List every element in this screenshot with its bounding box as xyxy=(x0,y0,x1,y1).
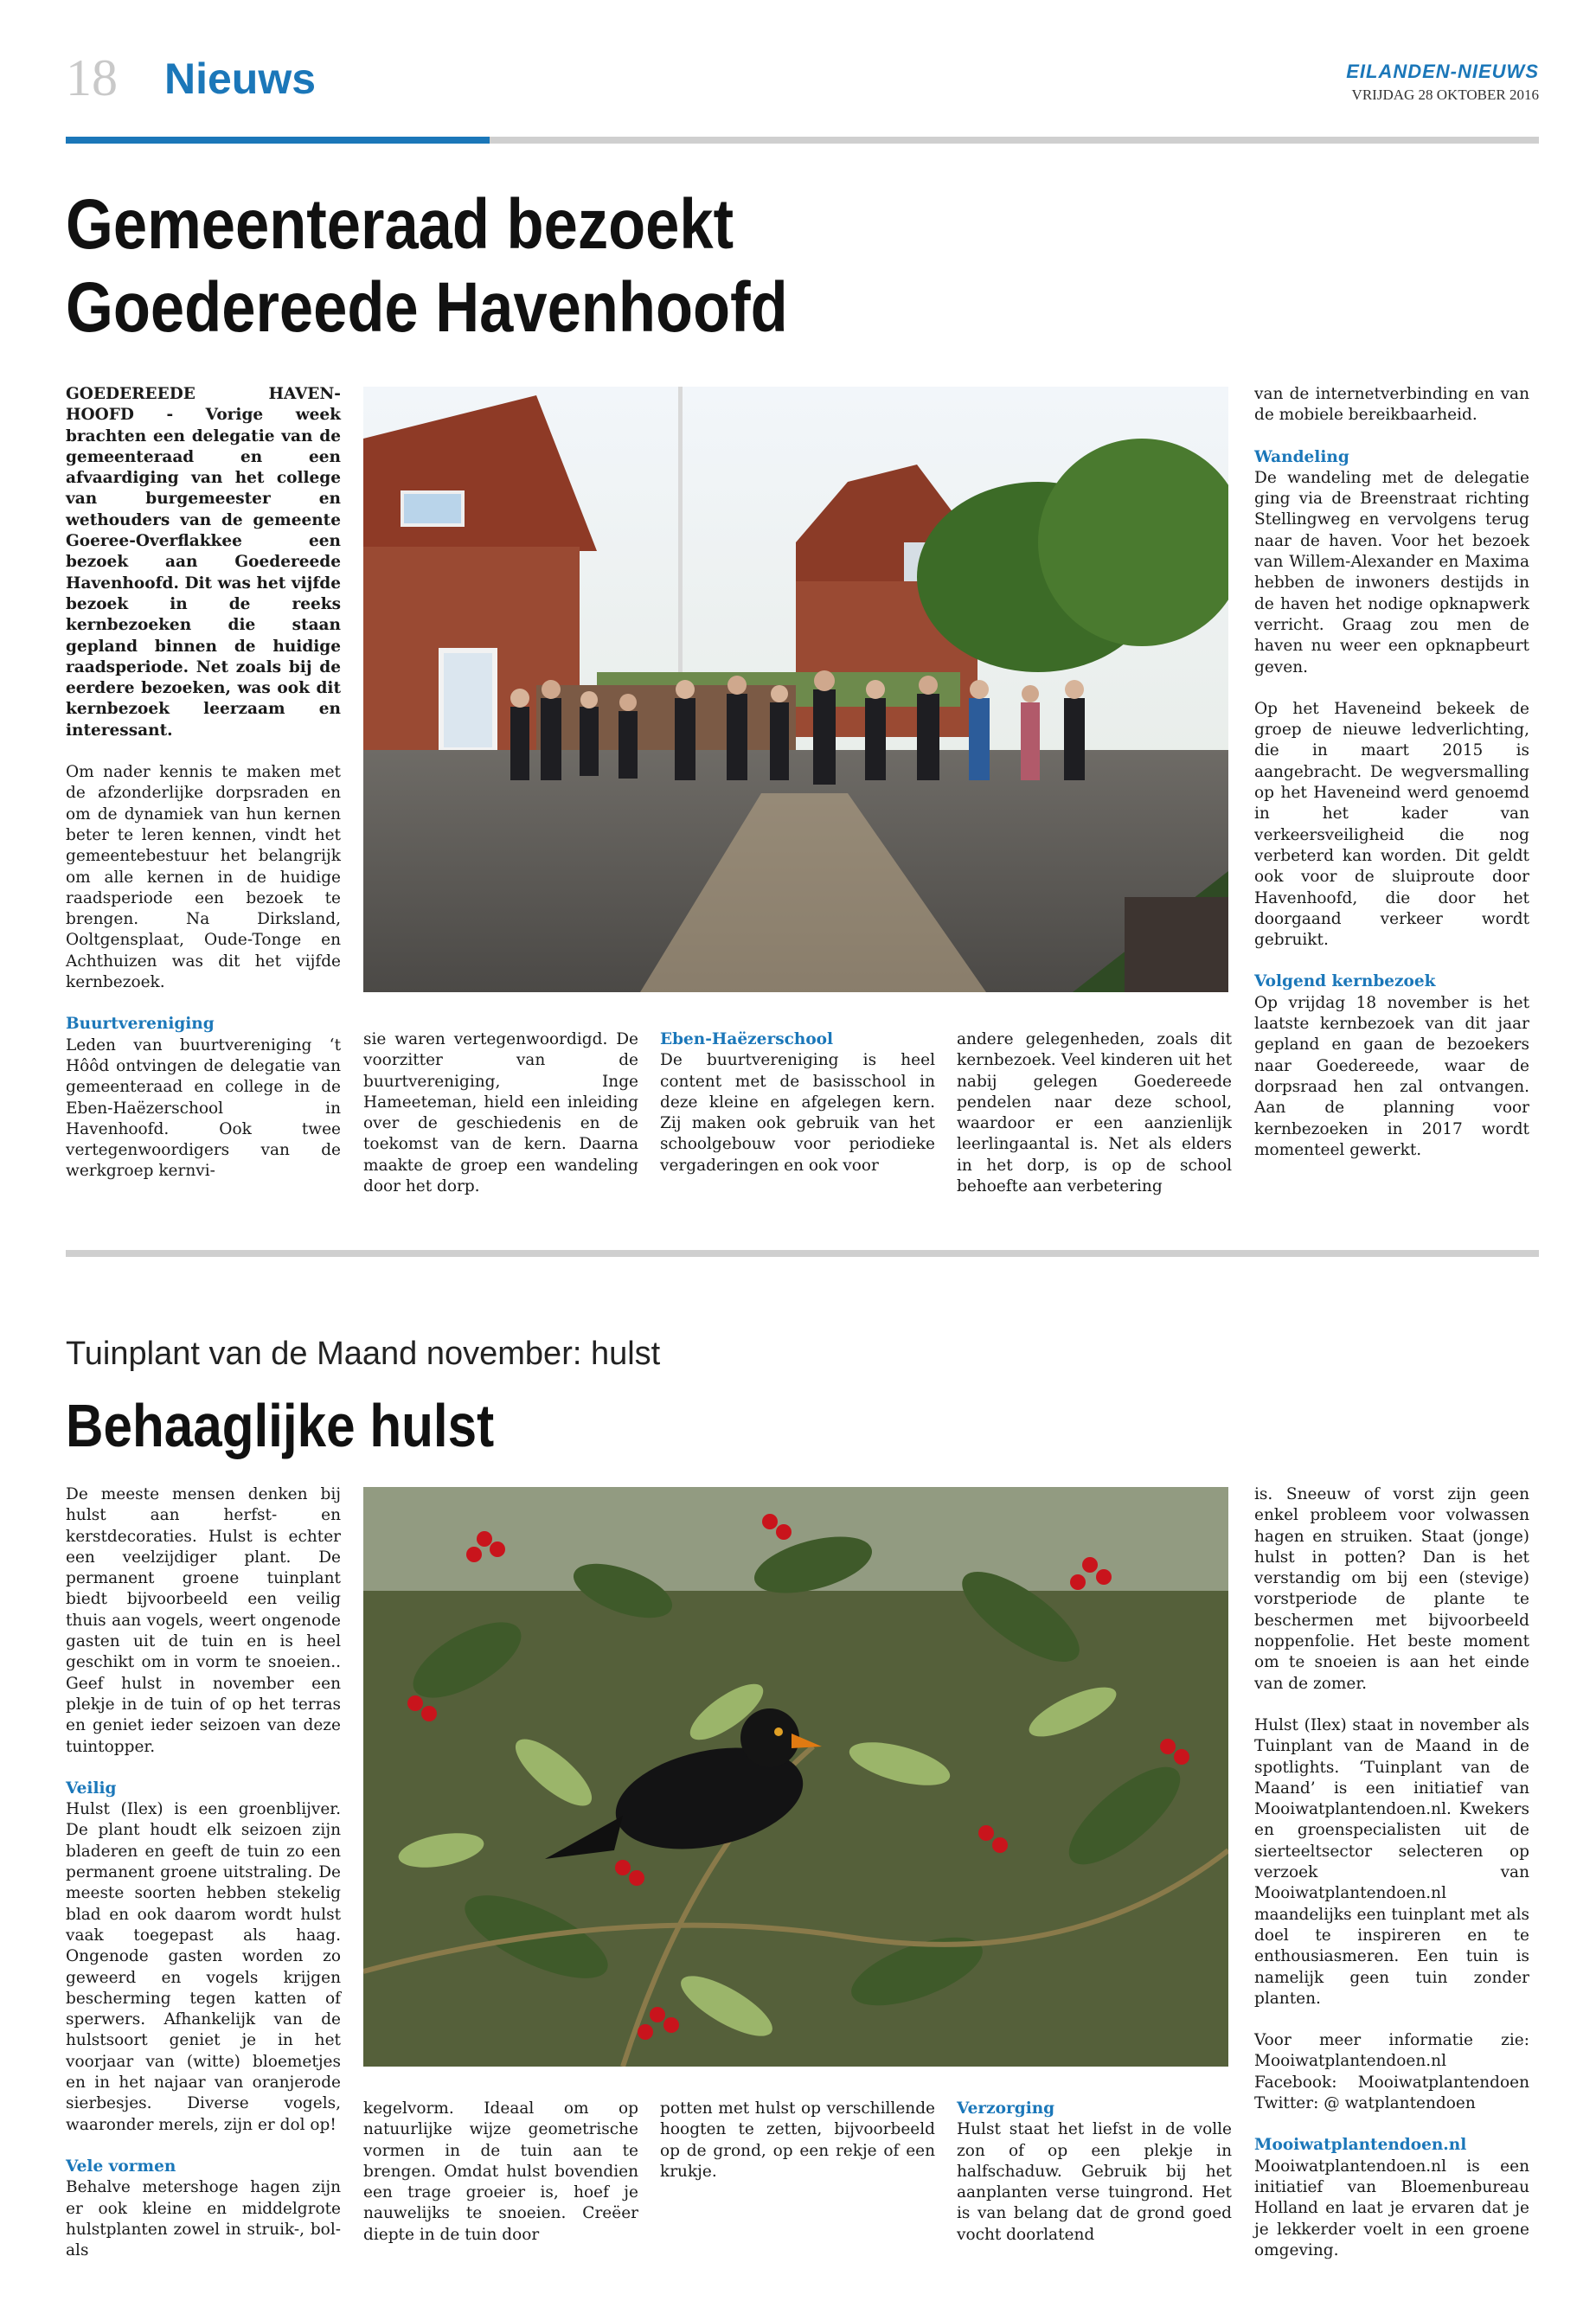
article2-kicker: Tuinplant van de Maand november: hulst xyxy=(66,1336,661,1372)
article1-column-5 xyxy=(1254,384,1529,1161)
article1-paragraph: De wandeling met de delegatie ging via de Breenstraat richting Stellingweg en vervolgens terug naar de haven. Voor het bezoek van Willem-Alexander en Maxima hebben de inwoners destijds in de haven het nodige opknapwerk verricht. Graag zou men de haven nu weer een opknapbeurt geven. xyxy=(1254,468,1529,676)
article2-column-3 xyxy=(660,2099,935,2182)
article2-paragraph: is. Sneeuw of vorst zijn geen enkel probleem voor volwassen hagen en struiken. Staat (jonge) hulst in potten? Dan is het verstandig om bij een (stevige) vorstperiode de plante te beschermen met bijvoorbeeld noppenfolie. Het beste moment om te snoeien is aan het einde van de zomer. xyxy=(1254,1485,1529,1693)
article1-paragraph: sie waren vertegenwoordigd. De voorzitter van de buurtvereniging, Inge Hameeteman, hield een inleiding over de geschiedenis en de toekomst van de kern. Daarna maakte de groep een wandeling door het dorp. xyxy=(363,1030,638,1196)
section-title: Nieuws xyxy=(164,54,317,103)
page-number: 18 xyxy=(66,49,118,106)
subheading-mooiwatplantendoen: Mooiwatplantendoen.nl xyxy=(1254,2136,1467,2155)
article1-column-3 xyxy=(660,1029,935,1176)
article2-paragraph: Hulst staat het liefst in de volle zon of op een plekje in halfschaduw. Gebruik bij het aanplanten verse tuingrond. Het is van belang dat de grond goed vocht doorlatend xyxy=(957,2120,1232,2244)
article1-paragraph: Leden van buurtvereniging ‘t Hôôd ontvingen de delegatie van gemeenteraad en college in de Eben-Haëzerschool in Havenhoofd. Ook twee vertegenwoordigers van de werkgroep kernvi- xyxy=(66,1035,341,1181)
subheading-verzorging: Verzorging xyxy=(957,2099,1055,2118)
subheading-volgend-kernbezoek: Volgend kernbezoek xyxy=(1254,972,1436,991)
article2-paragraph: Behalve metershoge hagen zijn er ook kleine en middelgrote hulstplanten zowel in struik-, bol- als xyxy=(66,2178,341,2260)
subheading-wandeling: Wandeling xyxy=(1254,447,1349,466)
header-rule xyxy=(490,137,1539,144)
article2-column-5 xyxy=(1254,1484,1529,2261)
article1-paragraph: andere gelegenheden, zoals dit kernbezoek. Veel kinderen uit het nabij gelegen Goedereede pendelen naar deze school, waardoor er een aanzienlijk leerlingaantal is. Net als elders in het dorp, is op de school behoefte aan verbetering xyxy=(957,1030,1232,1196)
publication-logo: EILANDEN-NIEUWS xyxy=(1346,61,1539,82)
article1-column-4 xyxy=(957,1029,1232,1197)
article1-paragraph: Op het Haveneind bekeek de groep de nieuwe ledverlichting, die in maart 2015 is aangebracht. De wegversmalling op het Haveneind werd genoemd in het kader van verkeersveiligheid die nog verbeterd kan worden. Dit geldt ook voor de sluiproute door Havenhoofd, die door het doorgaand verkeer wordt gebruikt. xyxy=(1254,699,1529,950)
article2-paragraph: potten met hulst op verschillende hoogten te zetten, bijvoorbeeld op de grond, op een rekje of een krukje. xyxy=(660,2099,935,2181)
article2-paragraph: kegelvorm. Ideaal om op natuurlijke wijze geometrische vormen in de tuin aan te brengen. Omdat hulst bovendien een trage groeier is, hoef je nauwelijks te snoeien. Creëer diepte in de tuin door xyxy=(363,2099,638,2244)
subheading-buurtvereniging: Buurtvereniging xyxy=(66,1015,215,1034)
article2-paragraph: De meeste mensen denken bij hulst aan herfst- en kerstdecoraties. Hulst is echter een veelzijdiger plant. De permanent groene tuinplant biedt bijvoorbeeld een veilig thuis aan vogels, weert ongenode gasten uit de tuin en is heel geschikt om in vorm te snoeien.. Geef hulst in november een plekje in de tuin of op het terras en geniet ieder seizoen van deze tuintopper. xyxy=(66,1485,341,1756)
article1-paragraph: De buurtvereniging is heel content met de basisschool in deze kleine en afgelegen kern. Zij maken ook gebruik van het schoolgebouw voor periodieke vergaderingen en ook voor xyxy=(660,1051,935,1175)
article2-paragraph: Hulst (Ilex) is een groenblijver. De plant houdt elk seizoen zijn bladeren en geeft de tuin zo een permanent groene uitstraling. De meeste soorten hebben stekelig blad en ook daarom wordt hulst vaak toegepast als haag. Ongenode gasten worden zo geweerd en vogels krijgen bescherming tegen katten of sperwers. Afhankelijk van de hulstsoort geniet je in het voorjaar van (witte) bloemetjes en in het najaar van oranjerode sierbesjes. Diverse vogels, waaronder merels, zijn er dol op! xyxy=(66,1800,341,2134)
article2-column-1 xyxy=(66,1484,341,2261)
article1-paragraph: van de internetverbinding en van de mobiele bereikbaarheid. xyxy=(1254,385,1529,425)
article2-paragraph: Mooiwatplantendoen.nl is een initiatief van Bloemenbureau Holland en laat je ervaren dat je je lekkerder voelt in een groene omgeving. xyxy=(1254,2157,1529,2259)
article1-paragraph: Om nader kennis te maken met de afzonderlijke dorpsraden en om de dynamiek van hun kernen beter te leren kennen, vindt het gemeentebestuur het belangrijk om alle kernen in de huidige raadsperiode een bezoek te brengen. Na Dirksland, Ooltgensplaat, Oude-Tonge en Achthuizen was dit het vijfde kernbezoek. xyxy=(66,763,341,992)
subheading-eben-haezerschool: Eben-Haëzerschool xyxy=(660,1030,834,1048)
article1-paragraph: Op vrijdag 18 november is het laatste kernbezoek van dit jaar gepland en gaan de bezoekers naar Goedereede, waar de dorpsraad hen zal ontvangen. Aan de planning voor kernbezoeken in 2017 wordt momenteel gewerkt. xyxy=(1254,993,1529,1159)
subheading-veilig: Veilig xyxy=(66,1779,117,1798)
article2-column-2 xyxy=(363,2099,638,2246)
article2-column-4 xyxy=(957,2099,1232,2246)
article2-paragraph: Hulst (Ilex) staat in november als Tuinplant van de Maand in de spotlights. ‘Tuinplant van de Maand’ is een initiatief van Mooiwatplantendoen.nl. Kwekers en groenspecialisten uit de sierteeltsector selecteren op verzoek van Mooiwatplantendoen.nl maandelijks een tuinplant met als doel te inspireren en te enthousiasmeren. Een tuin is namelijk geen tuin zonder planten. xyxy=(1254,1715,1529,2008)
header-rule-accent xyxy=(66,137,490,144)
photo-delegation-group xyxy=(363,387,1228,992)
article1-lead: GOEDEREEDE HAVEN-HOOFD - Vorige week brachten een delegatie van de gemeenteraad en een afvaardiging van het college van burgemeester en wethouders van de gemeente Goeree-Overflakkee een bezoek aan Goedereede Havenhoofd. Dit was het vijfde bezoek in de reeks kernbezoeken die staan gepland binnen de huidige raadsperiode. Net zoals bij de eerdere bezoeken, was ook dit kernbezoek leerzaam en interessant. xyxy=(66,385,341,740)
issue-date: VRIJDAG 28 OKTOBER 2016 xyxy=(1351,87,1539,103)
article2-headline: Behaaglijke hulst xyxy=(66,1392,495,1459)
subheading-vele-vormen: Vele vormen xyxy=(66,2157,176,2176)
article1-headline: Gemeenteraad bezoekt Goedereede Havenhoofd xyxy=(66,185,788,347)
article2-paragraph: Voor meer informatie zie: Mooiwatplantendoen.nl Facebook: Mooiwatplantendoen Twitter: @ watplantendoen xyxy=(1254,2031,1529,2113)
section-divider xyxy=(66,1250,1539,1257)
article1-column-1 xyxy=(66,384,341,1183)
article1-column-2 xyxy=(363,1029,638,1197)
photo-blackbird-holly xyxy=(363,1487,1228,2067)
